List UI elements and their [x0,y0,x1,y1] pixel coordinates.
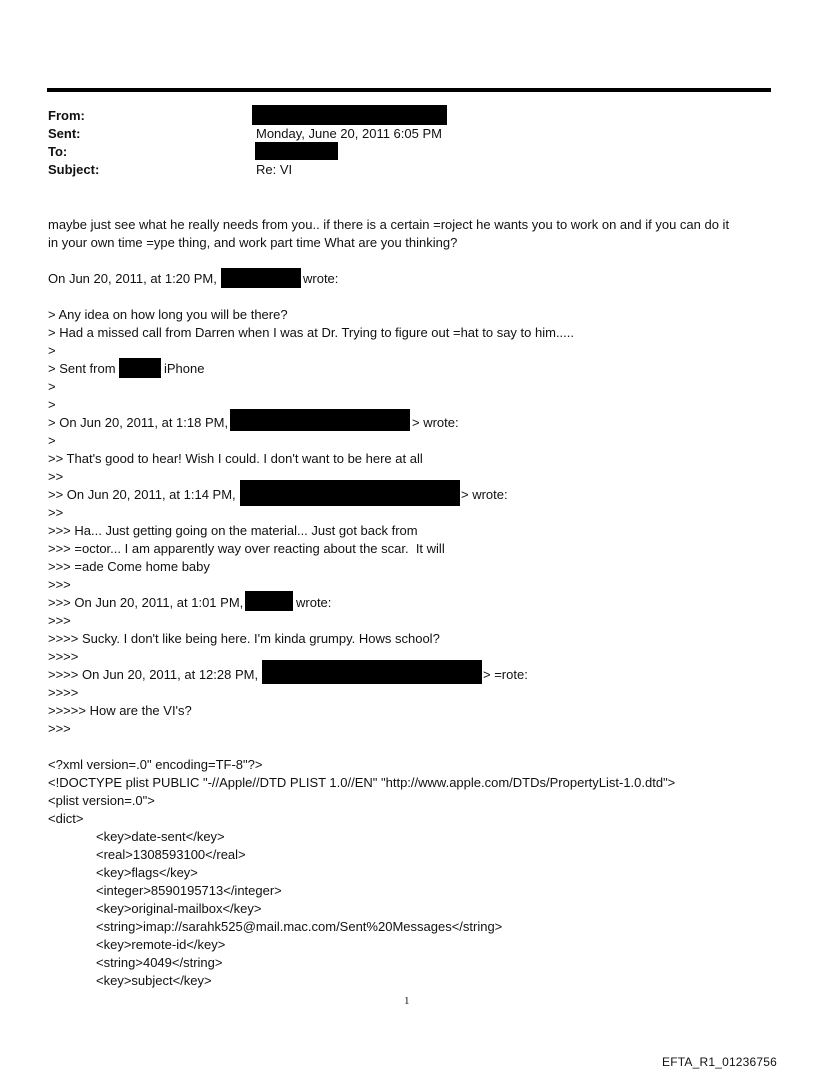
quote-line: > =rote: [483,667,528,682]
xml-line: <dict> [48,811,84,826]
quote-line: >> On Jun 20, 2011, at 1:14 PM, [48,487,236,502]
quote-line: >>> =ade Come home baby [48,559,210,574]
xml-line: <key>date-sent</key> [96,829,225,844]
quote-intro: On Jun 20, 2011, at 1:20 PM, [48,271,217,286]
redaction-email [240,480,460,506]
quote-line: iPhone [164,361,205,376]
quote-line: > On Jun 20, 2011, at 1:18 PM, [48,415,229,430]
quote-line: >> [48,469,64,484]
quote-line: >>>> [48,649,79,664]
redaction-email [230,409,410,431]
quote-intro-wrote: wrote: [303,271,339,286]
quote-line: >> That's good to hear! Wish I could. I don't want to be here at all [48,451,423,466]
body-paragraph-2: in your own time =ype thing, and work part time What are you thinking? [48,235,458,250]
redaction-email [262,660,482,684]
quote-line: >>>> On Jun 20, 2011, at 12:28 PM, [48,667,259,682]
quote-line: > wrote: [412,415,459,430]
from-label: From: [48,108,85,123]
redaction-sender [221,268,301,288]
sent-label: Sent: [48,126,81,141]
xml-line: <!DOCTYPE plist PUBLIC "-//Apple//DTD PLIST 1.0//EN" "http://www.apple.com/DTDs/PropertyList-1.0.dtd"> [48,775,676,790]
quote-line: > Had a missed call from Darren when I was at Dr. Trying to figure out =hat to say to him..... [48,325,575,340]
to-label: To: [48,144,68,159]
header-rule [47,88,771,92]
xml-line: <key>subject</key> [96,973,212,988]
xml-line: <key>original-mailbox</key> [96,901,262,916]
quote-line: > [48,379,56,394]
subject-value: Re: VI [256,162,293,177]
quote-line: >>> [48,721,71,736]
quote-line: >>> On Jun 20, 2011, at 1:01 PM, [48,595,244,610]
xml-line: <key>remote-id</key> [96,937,226,952]
quote-line: wrote: [296,595,332,610]
xml-line: <plist version=.0"> [48,793,155,808]
quote-line: >>> [48,577,71,592]
quote-line: >>> [48,613,71,628]
quote-line: > wrote: [461,487,508,502]
quote-line: > [48,397,56,412]
quote-line: > [48,433,56,448]
quote-line: >>> =octor... I am apparently way over reacting about the scar. It will [48,541,445,556]
quote-line: > [48,343,56,358]
quote-line: >>>> [48,685,79,700]
redaction-device-owner [119,358,161,378]
redaction-to [255,142,338,160]
bates-number: EFTA_R1_01236756 [662,1055,778,1069]
xml-line: <string>4049</string> [96,955,223,970]
redaction-sender [245,591,293,611]
xml-line: <string>imap://sarahk525@mail.mac.com/Sent%20Messages</string> [96,919,503,934]
quote-line: >>>>> How are the VI's? [48,703,192,718]
page-number: 1 [404,995,410,1007]
sent-value: Monday, June 20, 2011 6:05 PM [256,126,442,141]
quote-line: >> [48,505,64,520]
quote-line: > Sent from [48,361,116,376]
subject-label: Subject: [48,162,100,177]
xml-line: <real>1308593100</real> [96,847,246,862]
xml-line: <key>flags</key> [96,865,198,880]
body-paragraph-1: maybe just see what he really needs from you.. if there is a certain =roject he wants you to work on and if you can do it [48,217,730,232]
xml-line: <?xml version=.0" encoding=TF-8"?> [48,757,263,772]
quote-line: >>> Ha... Just getting going on the material... Just got back from [48,523,418,538]
quote-line: >>>> Sucky. I don't like being here. I'm kinda grumpy. Hows school? [48,631,440,646]
xml-line: <integer>8590195713</integer> [96,883,282,898]
redaction-from [252,105,447,125]
quote-line: > Any idea on how long you will be there? [48,307,288,322]
